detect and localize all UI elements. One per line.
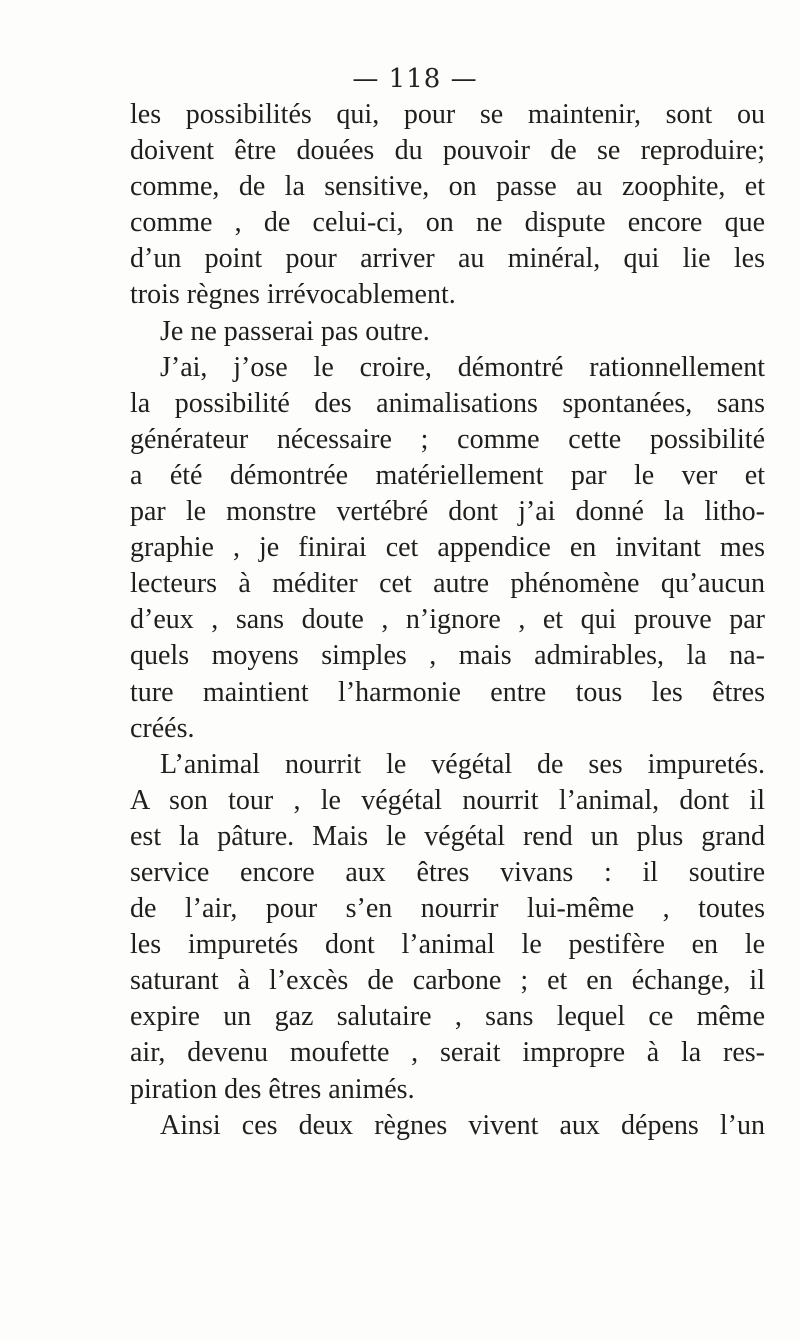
text-line: de l’air, pour s’en nourrir lui-même , toutes: [130, 893, 765, 925]
text-line: générateur nécessaire ; comme cette possibilité: [130, 423, 765, 455]
text-line: service encore aux êtres vivans : il soutire: [130, 856, 765, 888]
text-line: est la pâture. Mais le végétal rend un plus grand: [130, 820, 765, 852]
text-line: saturant à l’excès de carbone ; et en échange, il: [130, 965, 765, 997]
text-line: Je ne passerai pas outre.: [160, 315, 430, 347]
text-line: doivent être douées du pouvoir de se reproduire;: [130, 135, 765, 167]
text-line: graphie , je finirai cet appendice en invitant mes: [130, 532, 765, 564]
text-line: a été démontrée matériellement par le ver et: [130, 459, 765, 491]
text-line: les possibilités qui, pour se maintenir, sont ou: [130, 99, 765, 130]
text-line: expire un gaz salutaire , sans lequel ce même: [130, 1001, 765, 1033]
text-line: d’eux , sans doute , n’ignore , et qui prouve par: [130, 604, 765, 636]
text-line: comme , de celui-ci, on ne dispute encore que: [130, 207, 765, 239]
text-line: trois règnes irrévocablement.: [130, 279, 456, 311]
text-line: d’un point pour arriver au minéral, qui lie les: [130, 243, 765, 275]
body-text: [130, 97, 765, 1144]
text-line: les impuretés dont l’animal le pestifère en le: [130, 929, 765, 961]
text-line: par le monstre vertébré dont j’ai donné la litho-: [130, 496, 765, 528]
text-line: créés.: [130, 712, 195, 744]
text-line: ture maintient l’harmonie entre tous les êtres: [130, 676, 765, 708]
text-line: comme, de la sensitive, on passe au zoophite, et: [130, 171, 765, 203]
text-line: piration des êtres animés.: [130, 1073, 415, 1105]
text-line: Ainsi ces deux règnes vivent aux dépens l’un: [160, 1109, 765, 1141]
text-line: air, devenu moufette , serait impropre à la res-: [130, 1037, 765, 1069]
text-line: lecteurs à méditer cet autre phénomène qu’aucun: [130, 568, 765, 600]
text-line: la possibilité des animalisations spontanées, sans: [130, 387, 765, 419]
text-line: A son tour , le végétal nourrit l’animal, dont il: [130, 784, 765, 816]
text-line: L’animal nourrit le végétal de ses impuretés.: [160, 748, 765, 780]
text-line: quels moyens simples , mais admirables, la na-: [130, 640, 765, 672]
page-number: — 118 —: [352, 64, 478, 94]
text-line: J’ai, j’ose le croire, démontré rationnellement: [160, 351, 765, 383]
